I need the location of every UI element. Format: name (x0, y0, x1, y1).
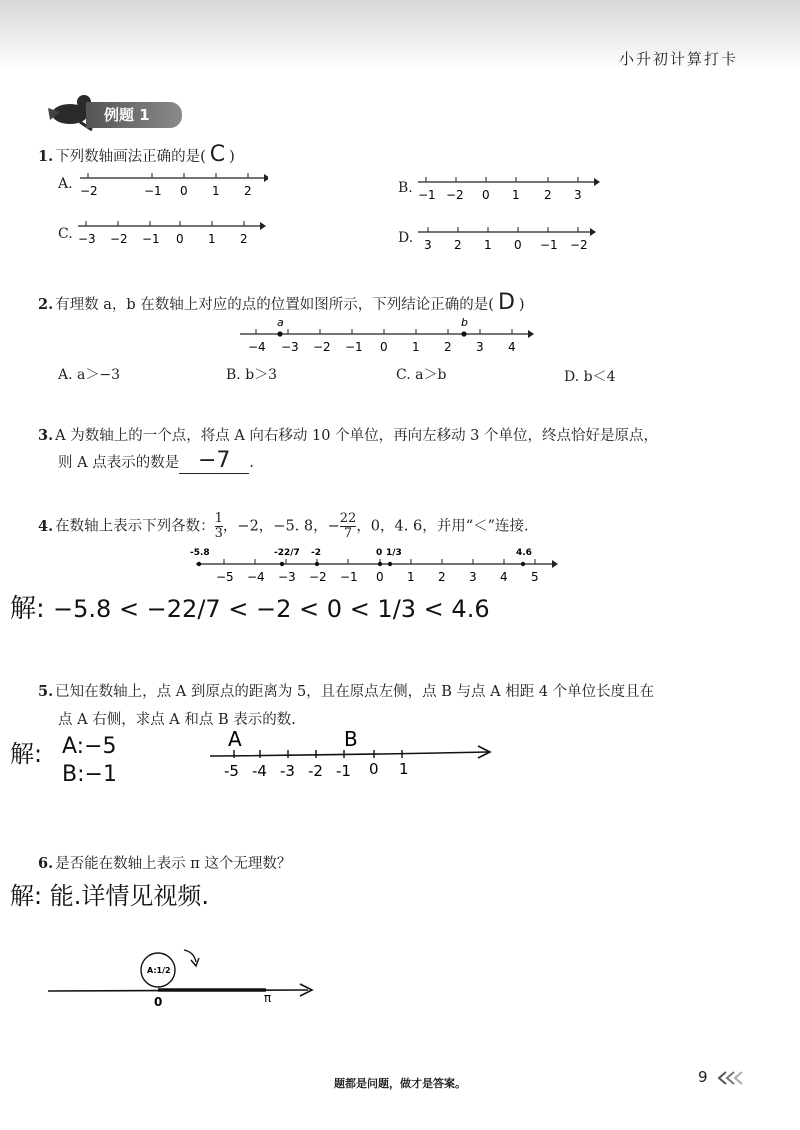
number-line-q4 (190, 544, 570, 586)
tick-label: −2 (313, 340, 331, 354)
footer-motto: 题都是问题，做才是答案。 (334, 1077, 466, 1090)
question-number: 1. (38, 148, 54, 165)
tick-label: −5 (216, 570, 234, 584)
solution-q6 (10, 876, 209, 911)
tick-label: 2 (244, 184, 252, 198)
question-number: 2. (38, 296, 54, 313)
question-text: 有理数 a，b 在数轴上对应的点的位置如图所示，下列结论正确的是( (55, 297, 494, 313)
double-chevron-icon (716, 1070, 750, 1086)
number-line-b (416, 172, 606, 206)
solution-q5-a: A:−5 (62, 734, 117, 759)
point-a-label: A (228, 728, 242, 751)
tick-label: −4 (247, 570, 265, 584)
question-number: 3. (38, 427, 54, 444)
page-number: 9 (698, 1068, 708, 1086)
solution-q5-b: B:−1 (62, 762, 117, 787)
mark-label: 0 (376, 548, 383, 558)
point-b-label: B (344, 728, 358, 751)
tick-label: 3 (476, 340, 484, 354)
tick-label: 0 (514, 238, 522, 252)
fraction-22-7 (340, 512, 357, 541)
question-text: ，0，4. 6，并用“＜”连接. (356, 518, 529, 535)
solution-q4 (10, 588, 490, 625)
tick-label: 3 (469, 570, 477, 584)
question-period: . (249, 455, 254, 471)
question-line-1: A 为数轴上的一个点，将点 A 向右移动 10 个单位，再向左移动 3 个单位，终点恰好是原点， (55, 428, 659, 444)
mark-label: -2 (311, 548, 321, 558)
tick-label: 3 (574, 188, 582, 202)
question-4 (38, 512, 529, 541)
solution-q5-prefix: 解: (10, 740, 43, 768)
pi-label: π (264, 991, 272, 1005)
frac-den: 3 (214, 526, 223, 541)
tick-label: 2 (438, 570, 446, 584)
tick-label: 0 (482, 188, 490, 202)
tick-label: −2 (80, 184, 98, 198)
tick-label: 0 (176, 232, 184, 246)
choice-b: B. b＞3 (226, 367, 278, 383)
tick-label: −1 (418, 188, 436, 202)
fraction-one-third (215, 512, 223, 541)
tick-label: 2 (544, 188, 552, 202)
question-paren: ) (518, 297, 525, 313)
tick-label: −1 (144, 184, 162, 198)
solution-text: −5.8 < −22/7 < −2 < 0 < 1/3 < 4.6 (53, 595, 490, 623)
tick-label: -5 (224, 762, 239, 780)
tick-label: 4 (508, 340, 516, 354)
tick-label: −1 (540, 238, 558, 252)
tick-label: 0 (376, 570, 384, 584)
tick-label: −1 (345, 340, 363, 354)
mark-label: -5.8 (190, 548, 210, 558)
mark-label: -22/7 (274, 548, 300, 558)
handwritten-answer: D (497, 290, 515, 315)
handwritten-answer: −7 (179, 448, 249, 474)
header-title: 小升初计算打卡 (618, 50, 738, 68)
tick-label: 0 (180, 184, 188, 198)
tick-label: 1 (512, 188, 520, 202)
frac-num: 22 (339, 511, 357, 526)
question-line-1: 已知在数轴上，点 A 到原点的距离为 5，且在原点左侧，点 B 与点 A 相距 4 个单位长度且在 (55, 684, 655, 700)
tick-label: 0 (380, 340, 388, 354)
frac-num: 1 (214, 511, 223, 526)
tick-label: −1 (340, 570, 358, 584)
question-number: 4. (38, 517, 54, 535)
tick-label: −4 (248, 340, 266, 354)
tick-label: 1 (399, 760, 409, 778)
mark-label: 4.6 (516, 548, 532, 558)
question-number: 5. (38, 683, 54, 700)
number-line-q5 (206, 728, 496, 784)
question-text: 是否能在数轴上表示 π 这个无理数？ (55, 856, 292, 872)
number-line-c (74, 216, 274, 250)
tick-label: 5 (531, 570, 539, 584)
question-text: ，−2，−5. 8，− (222, 518, 340, 535)
question-3-line-2 (58, 448, 254, 474)
handwritten-answer: C (209, 142, 226, 167)
question-6 (38, 852, 291, 873)
option-letter: D. (398, 230, 414, 246)
question-text: 下列数轴画法正确的是( (55, 149, 206, 165)
solution-prefix: 解: (10, 882, 43, 910)
question-text: 在数轴上表示下列各数： (55, 518, 215, 535)
tick-label: −1 (142, 232, 160, 246)
number-line-d (416, 222, 606, 256)
frac-den: 7 (340, 526, 357, 541)
tick-label: -1 (336, 762, 351, 780)
tick-label: 0 (369, 760, 379, 778)
zero-label: 0 (154, 995, 163, 1009)
question-line-2: 则 A 点表示的数是 (58, 455, 180, 471)
solution-prefix: 解: (10, 594, 45, 624)
tick-label: −3 (78, 232, 96, 246)
mark-label: 1/3 (386, 548, 402, 558)
option-letter: A. (58, 176, 73, 192)
tick-label: -3 (280, 762, 295, 780)
choice-c: C. a＞b (396, 367, 447, 383)
choice-a: A. a＞−3 (58, 367, 120, 383)
number-line-ab (236, 316, 546, 356)
tick-label: 2 (444, 340, 452, 354)
question-paren: ) (229, 149, 235, 165)
question-2 (38, 290, 525, 315)
pi-diagram (44, 944, 324, 1010)
tick-label: −2 (110, 232, 128, 246)
question-3 (38, 424, 658, 445)
tick-label: 1 (412, 340, 420, 354)
option-letter: C. (58, 226, 73, 242)
tick-label: 1 (212, 184, 220, 198)
solution-text: 能.详情见视频. (49, 882, 209, 910)
tick-label: 1 (407, 570, 415, 584)
number-line-a (78, 168, 268, 202)
tick-label: 3 (424, 238, 432, 252)
tick-label: 4 (500, 570, 508, 584)
tick-label: -2 (308, 762, 323, 780)
tick-label: −2 (570, 238, 588, 252)
option-letter: B. (398, 180, 413, 196)
example-tag: 例题 1 (86, 102, 182, 128)
tick-label: 2 (454, 238, 462, 252)
tick-label: −3 (278, 570, 296, 584)
point-b-label: b (461, 316, 468, 329)
choice-d: D. b＜4 (564, 369, 616, 385)
tick-label: −2 (309, 570, 327, 584)
question-5 (38, 680, 654, 701)
circle-label: A:1/2 (147, 966, 171, 975)
point-b-marker (461, 331, 466, 336)
question-1 (38, 142, 235, 167)
point-a-marker (277, 331, 282, 336)
tick-label: 1 (208, 232, 216, 246)
tick-label: 2 (240, 232, 248, 246)
tick-label: -4 (252, 762, 267, 780)
question-5-line-2: 点 A 右侧，求点 A 和点 B 表示的数. (58, 712, 296, 728)
question-number: 6. (38, 855, 54, 872)
point-a-label: a (277, 316, 284, 329)
tick-label: 1 (484, 238, 492, 252)
tick-label: −2 (446, 188, 464, 202)
tick-label: −3 (281, 340, 299, 354)
